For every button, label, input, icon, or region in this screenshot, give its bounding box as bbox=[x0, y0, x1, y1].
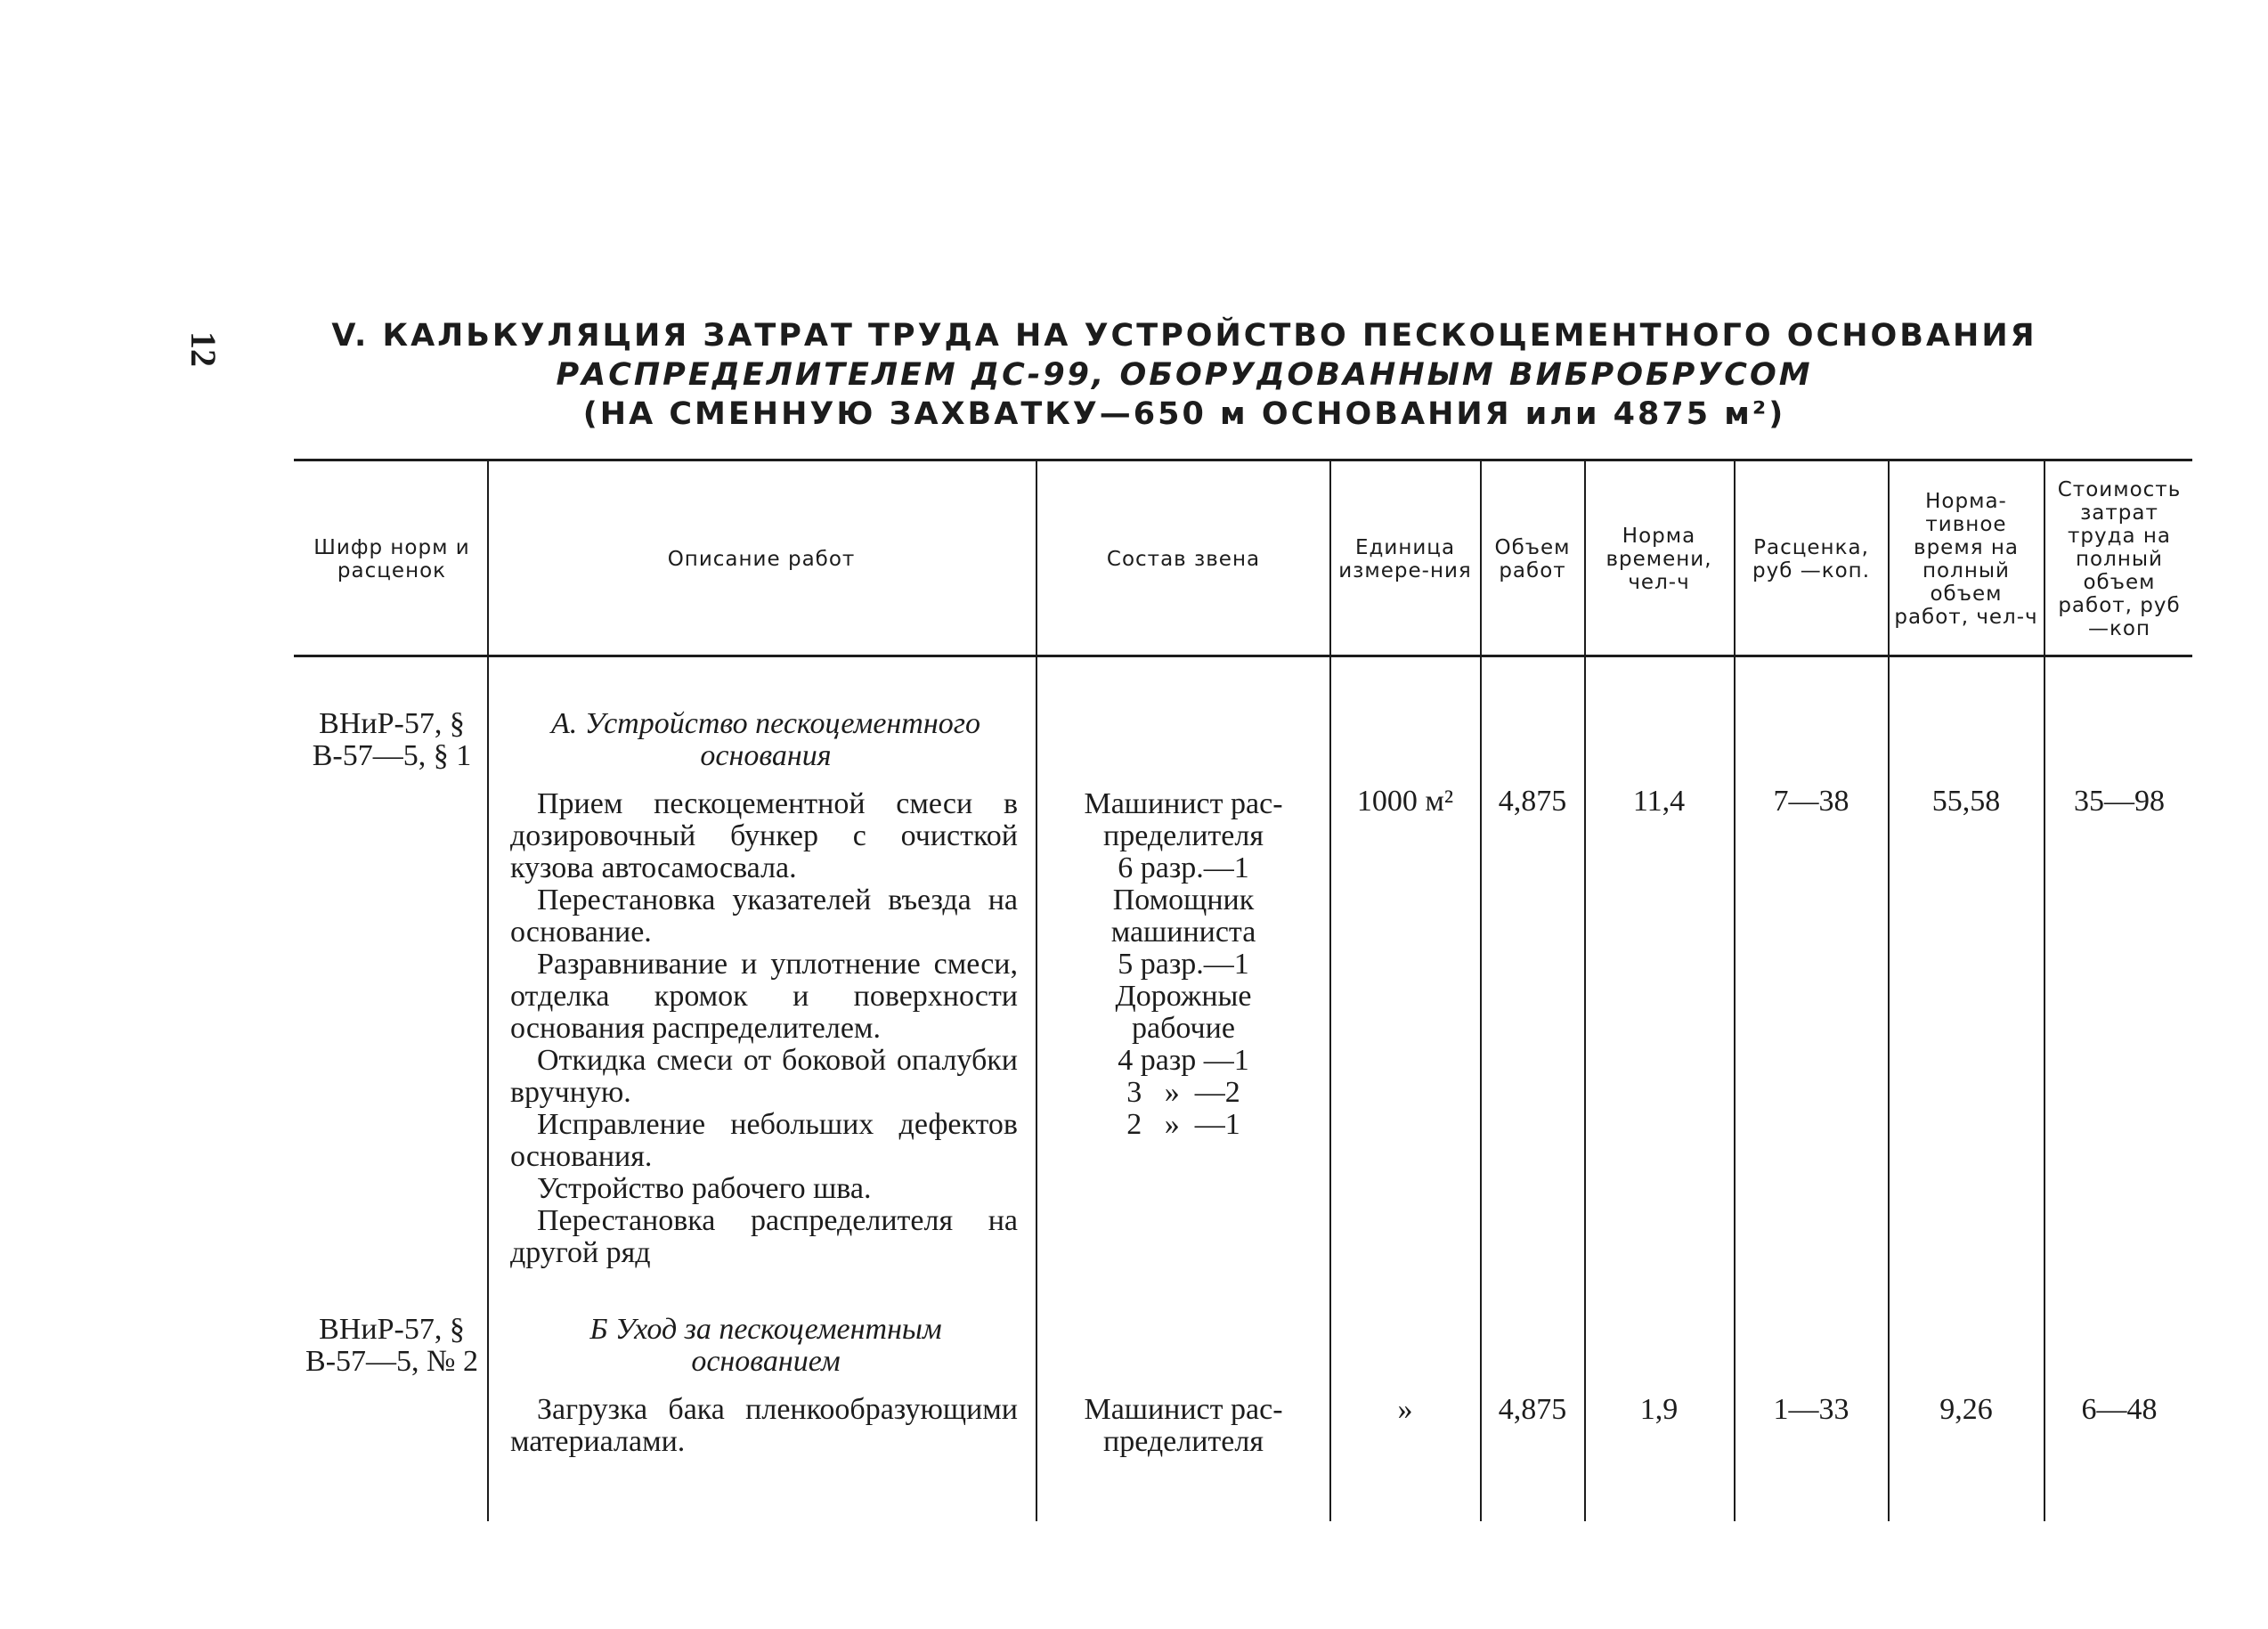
col-divider bbox=[1329, 461, 1331, 1521]
col-divider bbox=[1888, 461, 1890, 1521]
row-2-total-time: 9,26 bbox=[1939, 1393, 1993, 1426]
row-2-section-title: Б Уход за пескоцементным основанием bbox=[589, 1313, 942, 1378]
col-divider bbox=[2044, 461, 2045, 1521]
row-1-section-title: А. Устройство пескоцементного основания bbox=[551, 707, 980, 772]
description-line: Исправление небольших дефектов основания. bbox=[510, 1108, 1018, 1173]
header-rate: Расценка, руб —коп. bbox=[1752, 535, 1871, 582]
header-crew: Состав звена bbox=[1106, 547, 1261, 571]
row-2-volume: 4,875 bbox=[1498, 1393, 1567, 1426]
col-divider bbox=[1480, 461, 1482, 1521]
row-2-rate: 1—33 bbox=[1773, 1393, 1849, 1426]
header-description: Описание работ bbox=[667, 547, 856, 571]
row-2-total-cost: 6—48 bbox=[2081, 1393, 2158, 1426]
description-line: Перестановка распределителя на другой ряд bbox=[510, 1204, 1018, 1269]
title-line-3: (НА СМЕННУЮ ЗАХВАТКУ—650 м ОСНОВАНИЯ или 4875 м²) bbox=[582, 396, 1786, 432]
title-line-1: V. КАЛЬКУЛЯЦИЯ ЗАТРАТ ТРУДА НА УСТРОЙСТВО ПЕСКОЦЕМЕНТНОГО ОСНОВАНИЯ bbox=[331, 318, 2037, 354]
description-line: Прием пескоцементной смеси в дозировочный бункер с очисткой кузова автосамосвала. bbox=[510, 787, 1018, 884]
header-unit: Единица измере-ния bbox=[1338, 535, 1472, 582]
description-line: Устройство рабочего шва. bbox=[537, 1172, 872, 1205]
col-divider bbox=[487, 461, 489, 1521]
col-divider bbox=[1584, 461, 1586, 1521]
row-1-code: ВНиР-57, § В-57—5, § 1 bbox=[312, 707, 472, 772]
description-line: Загрузка бака пленкообразующими материалами. bbox=[510, 1393, 1018, 1458]
row-2-norm-time: 1,9 bbox=[1639, 1393, 1679, 1426]
description-line: Перестановка указателей въезда на основание. bbox=[510, 884, 1018, 949]
row-1-total-time: 55,58 bbox=[1931, 785, 2001, 818]
header-norm-time: Норма времени, чел-ч bbox=[1605, 524, 1712, 594]
page-number: 12 bbox=[183, 331, 224, 367]
row-1-crew: Машинист рас- пределителя 6 разр.—1 Помощник машиниста 5 разр.—1 Дорожные рабочие 4 разр —1 3 » —2 2 » —1 bbox=[1084, 787, 1283, 1141]
header-total-time: Норма-тивное время на полный объем работ, чел-ч bbox=[1894, 489, 2038, 629]
row-1-unit: 1000 м² bbox=[1356, 785, 1454, 818]
header-volume: Объем работ bbox=[1494, 535, 1571, 582]
row-1-rate: 7—38 bbox=[1773, 785, 1849, 818]
row-1-norm-time: 11,4 bbox=[1632, 785, 1686, 818]
description-line: Разравнивание и уплотнение смеси, отделка кромок и поверхности основания распределителем. bbox=[510, 948, 1018, 1045]
title-line-2: РАСПРЕДЕЛИТЕЛЕМ ДС-99, ОБОРУДОВАННЫМ ВИБРОБРУСОМ bbox=[556, 357, 1813, 393]
document-title bbox=[294, 316, 2075, 434]
description-line: Откидка смеси от боковой опалубки вручную. bbox=[510, 1044, 1018, 1109]
table-top-rule bbox=[294, 459, 2192, 461]
header-bottom-rule bbox=[294, 655, 2192, 657]
row-2-description bbox=[510, 1394, 1018, 1458]
row-1-description bbox=[510, 788, 1018, 1269]
row-2-crew: Машинист рас- пределителя bbox=[1084, 1393, 1283, 1458]
col-divider bbox=[1036, 461, 1037, 1521]
col-divider bbox=[1734, 461, 1736, 1521]
row-1-total-cost: 35—98 bbox=[2074, 785, 2165, 818]
row-1-volume: 4,875 bbox=[1498, 785, 1567, 818]
header-total-cost: Стоимость затрат труда на полный объем работ, руб —коп bbox=[2057, 477, 2182, 640]
header-code: Шифр норм и расценок bbox=[313, 535, 470, 582]
row-2-unit: » bbox=[1397, 1393, 1413, 1426]
row-2-code: ВНиР-57, § В-57—5, № 2 bbox=[305, 1313, 478, 1378]
